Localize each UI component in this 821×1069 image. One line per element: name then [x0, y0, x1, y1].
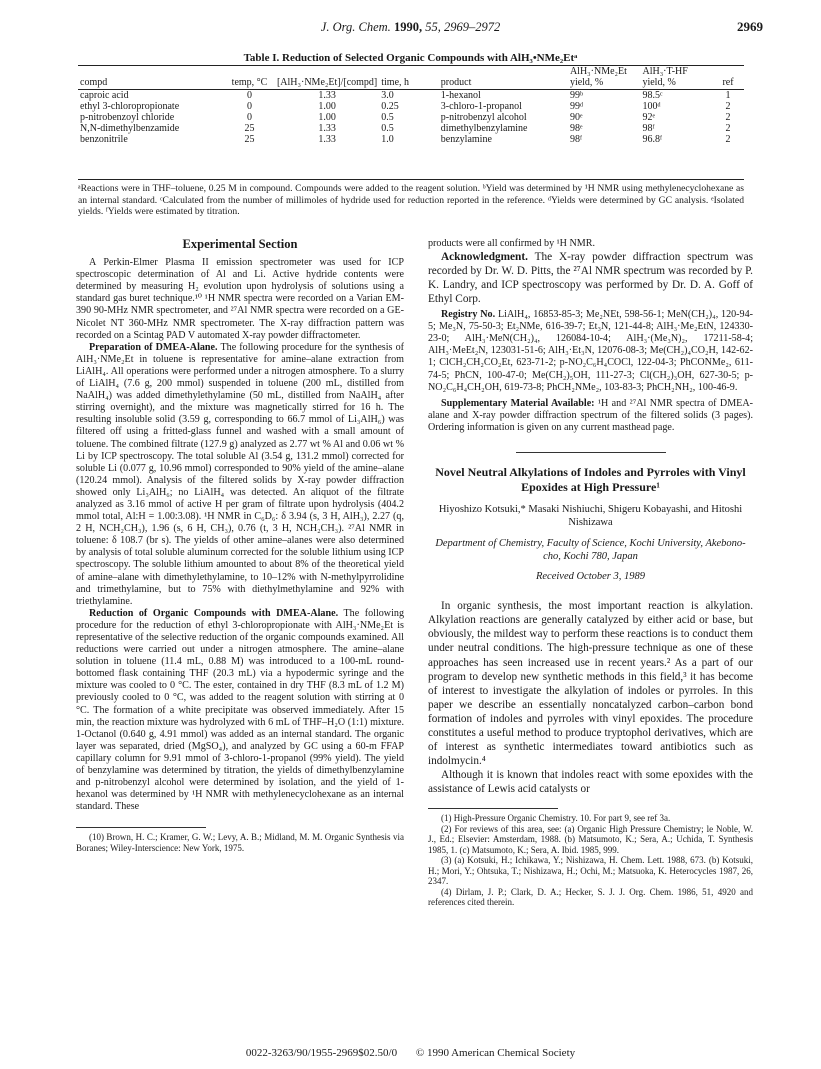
- registry-paragraph: [428, 309, 753, 394]
- cell-yield-nme2et: 98ᵉ: [569, 123, 583, 134]
- cell-yield-thf: 98ᶠ: [642, 123, 655, 134]
- article-received: Received October 3, 1989: [535, 571, 646, 583]
- cell-time: 1.0: [381, 134, 394, 145]
- registry-text: LiAlH₄, 16853-85-3; Me₂NEt, 598-56-1; MeN(CH₂)₄, 120-94-5; Me₃N, 75-50-3; Et₂NMe, 616-39-7; Et₃N, 121-44-8; AlH₃·Me₂EtN, 124330-23-0; AlH₃·MeN(CH₂)₄, 126084-10-4; AlH₃·(Me₃N)₂, 17211-58-4; AlH₃·MeEt₂N, 123031-51-6; AlH₃·Et₃N, 12076-08-3; Me(CH₂)₄CO₂H, 142-62-1; ClCH₂CH₂CO₂Et, 623-71-2; p-NO₂C₆H₄COCl, 122-04-3; PhCONMe₂, 611-74-5; PhCN, 100-47-0; Me(CH₂)₅OH, 111-27-3; Cl(CH₂)₃OH, 627-30-5; p-NO₂C₆H₄CH₂OH, 619-73-8; PhCH₂NMe₂, 103-83-3; PhCH₂NH₂, 100-46-9.: [428, 309, 753, 393]
- cell-compd: ethyl 3-chloropropionate: [80, 101, 180, 112]
- prep-text: The following procedure for the synthesis of AlH₃·NMe₂Et in toluene is representative for amine–alane extraction from LiAlH₄. All operations were performed under a nitrogen atmosphere. To a slurry of LiAlH₄ (7.6 g, 200 mmol) suspended in toluene (200 mL, distilled from NaAlH₄) was added dimethylethylamine (50 mL, distilled from NaAlH₄ after stirring overnight), and the mixture was magnetically stirred for 16 h. The resulting insoluble solid (3.59 g, corresponding to 66.7 mmol of Li₃AlH₆) was filtered off using a fritted-glass funnel and washed with a small amount of toluene. The combined filtrate (127.9 g) analyzed as 2.77 wt % Al and 0.06 wt % Li by ICP spectroscopy. The total soluble Al (3.54 g, 131.2 mmol) corrected for soluble Li (0.077 g, 10.96 mmol) corresponded to 90% yield of the amine–alane (120.24 mmol). Analysis of the filtered solids by X-ray powder diffraction showed only Li₃AlH₆; no LiAlH₄ was detected. An aliquot of the filtrate analyzed as 3.16 mmol of active H per gram of filtrate upon hydrolysis (404.2 mmol total, Al:H = 1.00:3.08). ¹H NMR in C₆D₆: δ 3.94 (s, 3 H, AlH₃), 2.27 (q, 2 H, NCH₂CH₃), 1.96 (s, 6 H, CH₃), 0.76 (t, 3 H, NCH₂CH₃). ²⁷Al NMR in toluene: δ 108.7 (br s). The yields of other amine–alanes were also determined by analysis of total soluble aluminum corrected for the soluble lithium using ICP spectroscopy. The soluble lithium amounted to about 8% of the theoretical yield of amine–alane with dimethylethylamine, to 10–12% with N-methylpyrrolidine and trimethylamine, but to 75% with diethylmethylamine and 92% with triethylamine.: [76, 341, 404, 607]
- cell-product: 1-hexanol: [440, 90, 481, 101]
- left-column: [76, 238, 404, 853]
- cell-product: 3-chloro-1-propanol: [440, 101, 522, 112]
- cell-product: dimethylbenzylamine: [440, 123, 528, 134]
- table-row: [78, 101, 744, 112]
- cell-ratio: 1.33: [318, 134, 336, 145]
- col-yield-thf: AlH₃·T-HF yield, %: [640, 66, 712, 90]
- cell-yield-nme2et: 99ᵈ: [569, 101, 584, 112]
- table-title: Table I. Reduction of Selected Organic Compounds with AlH₃•NMe₂Etᵃ: [243, 52, 578, 64]
- running-header: [0, 20, 821, 35]
- cell-ref: 1: [725, 90, 731, 101]
- continued-text: products were all confirmed by ¹H NMR.: [428, 238, 596, 249]
- cell-yield-thf: 96.8ᶠ: [642, 134, 663, 145]
- cell-compd: caproic acid: [80, 90, 129, 101]
- footer-copyright: © 1990 American Chemical Society: [415, 1047, 576, 1059]
- footnote-rule-left: [76, 827, 206, 828]
- article-separator: [516, 452, 666, 453]
- cell-ref: 2: [725, 112, 731, 123]
- cell-yield-nme2et: 99ᵇ: [569, 90, 584, 101]
- cell-yield-thf: 100ᵈ: [642, 101, 661, 112]
- results-table-wrapper: [78, 66, 744, 145]
- col-ratio: [AlH₃·NMe₂Et]/[compd]: [275, 66, 379, 90]
- cell-ratio: 1.33: [318, 123, 336, 134]
- col-temp: temp, °C: [224, 66, 275, 90]
- cell-temp: 0: [247, 101, 252, 112]
- cell-yield-nme2et: 90ᵉ: [569, 112, 583, 123]
- footer-code: 0022-3263/90/1955-2969$02.50/0: [245, 1047, 398, 1059]
- reduction-heading: Reduction of Organic Compounds with DMEA-Alane.: [89, 607, 339, 619]
- article-affiliation: Department of Chemistry, Faculty of Science, Kochi University, Akebono-cho, Kochi 780, Japan: [435, 538, 746, 563]
- journal-year: 1990,: [393, 20, 423, 34]
- prep-paragraph: [76, 342, 404, 608]
- acknowledgment-paragraph: [428, 250, 753, 306]
- table-row: [78, 123, 744, 134]
- article-body: [428, 599, 753, 796]
- article-title: Novel Neutral Alkylations of Indoles and Pyrroles with Vinyl Epoxides at High Pressure¹: [435, 465, 746, 495]
- page-number: 2969: [737, 19, 763, 34]
- journal-name: J. Org. Chem.: [320, 20, 391, 34]
- col-yield-nme2et: AlH₃·NMe₂Et yield, %: [568, 66, 641, 90]
- cell-ref: 2: [725, 134, 731, 145]
- cell-ratio: 1.00: [318, 101, 336, 112]
- supplementary-text: ¹H and ²⁷Al NMR spectra of DMEA-alane and X-ray powder diffraction spectrum of the filtered solids (3 pages). Ordering information is given on any current masthead page.: [428, 397, 754, 433]
- table-row: [78, 112, 744, 123]
- cell-product: p-nitrobenzyl alcohol: [440, 112, 527, 123]
- journal-volume: 55,: [425, 20, 441, 34]
- article-authors: Hiyoshizo Kotsuki,* Masaki Nishiuchi, Shigeru Kobayashi, and Hitoshi Nishizawa: [438, 504, 743, 529]
- cell-temp: 0: [247, 90, 252, 101]
- prep-heading: Preparation of DMEA-Alane.: [89, 341, 218, 353]
- cell-ref: 2: [725, 101, 731, 112]
- cell-compd: p-nitrobenzoyl chloride: [80, 112, 175, 123]
- journal-pages: 2969–2972: [443, 20, 501, 34]
- registry-heading: Registry No.: [441, 309, 496, 321]
- cell-ref: 2: [725, 123, 731, 134]
- cell-compd: N,N-dimethylbenzamide: [80, 123, 180, 134]
- cell-product: benzylamine: [440, 134, 492, 145]
- acknowledgment-heading: Acknowledgment.: [441, 251, 528, 264]
- footnote-rule-right: [428, 808, 558, 809]
- results-table: [78, 66, 744, 145]
- table-footnotes: ᵃReactions were in THF–toluene, 0.25 M in compound. Compounds were added to the reagent solution. ᵇYield was determined by ¹H NMR using methylenecyclohexane as an internal standard. ᶜCalculated from the number of millimoles of hydride used for reduction reported in the reference. ᵈYields were determined by GC analysis. ᵉIsolated yields. ᶠYields were estimated by titration.: [78, 183, 744, 217]
- table-row: [78, 90, 744, 102]
- col-time: time, h: [379, 66, 439, 90]
- col-product: product: [439, 66, 568, 90]
- footnote-10: (10) Brown, H. C.; Kramer, G. W.; Levy, A. B.; Midland, M. M. Organic Synthesis via Boranes; Wiley-Interscience: New York, 1975.: [76, 832, 404, 853]
- supplementary-paragraph: [428, 398, 753, 434]
- cell-time: 0.5: [381, 112, 394, 123]
- supplementary-heading: Supplementary Material Available:: [441, 397, 595, 409]
- cell-time: 0.25: [381, 101, 399, 112]
- cell-yield-thf: 92ᵉ: [642, 112, 656, 123]
- footnote-4: (4) Dirlam, J. P.; Clark, D. A.; Hecker, S. J. J. Org. Chem. 1986, 51, 4920 and references cited therein.: [428, 886, 753, 908]
- cell-ratio: 1.33: [318, 90, 336, 101]
- right-column: [428, 238, 753, 908]
- cell-yield-thf: 98.5ᶜ: [642, 90, 663, 101]
- footnote-1: (1) High-Pressure Organic Chemistry. 10. For part 9, see ref 3a.: [441, 813, 671, 824]
- reduction-paragraph: [76, 608, 404, 814]
- acknowledgment-text: The X-ray powder diffraction spectrum was recorded by Dr. W. D. Pitts, the ²⁷Al NMR spectrum was recorded by P. K. Landry, and ICP spectroscopy was performed by Dr. D. A. Goff of Ethyl Corp.: [428, 251, 753, 306]
- cell-temp: 25: [244, 134, 255, 145]
- article-paragraph-1: In organic synthesis, the most important reaction is alkylation. Alkylation reactions are generally catalyzed by either acid or base, but obviously, the mildest way to perform these reactions is to conduct them under neutral conditions. The high-pressure technique as one of these approaches has seen increased use in recent years.² As a part of our program to develop new synthetic methods in this field,³ it has become of interest to investigate the alkylation of indoles or pyrroles. In this paper we describe an essentially noncatalyzed carbon–carbon bond formation of indoles and pyrroles with vinyl epoxides. The procedure constitutes a useful method to produce tryptophol derivatives, which are of interest as synthetic intermediates toward antibiotics such as indolmycin.⁴: [428, 600, 753, 768]
- footnote-3: (3) (a) Kotsuki, H.; Ichikawa, Y.; Nishizawa, H. Chem. Lett. 1988, 673. (b) Kotsuki, H.; Mori, Y.; Ohtsuka, T.; Nishizawa, H.; Ochi, M.; Matsuoka, K. Heterocycles 1987, 26, 2347.: [428, 855, 753, 887]
- section-title-experimental: Experimental Section: [182, 237, 298, 251]
- cell-time: 3.0: [381, 90, 394, 101]
- table-header-row: [78, 66, 744, 90]
- page-footer: [0, 1047, 821, 1059]
- col-compd: compd: [78, 66, 224, 90]
- table-row: [78, 134, 744, 145]
- article-paragraph-2: Although it is known that indoles react with some epoxides with the assistance of Lewis acid catalysts or: [428, 769, 753, 796]
- col-ref: ref: [712, 66, 744, 90]
- cell-yield-nme2et: 98ᶠ: [569, 134, 583, 145]
- cell-time: 0.5: [381, 123, 394, 134]
- cell-temp: 0: [247, 112, 252, 123]
- experimental-intro: A Perkin-Elmer Plasma II emission spectrometer was used for ICP spectroscopic determination of Al and Li. Active hydride contents were determined by measuring H₂ evolution upon hydrolysis of solutions using a standard gas buret technique.¹⁰ ¹H NMR spectra were recorded on a Varian EM-390 90-MHz NMR spectrometer, and ²⁷Al NMR spectra were recorded on a GE-Nicolet NT 360-MHz NMR spectrometer. The X-ray diffraction pattern was recorded on a Scintag PAD V automated X-ray powder diffractometer.: [76, 257, 404, 341]
- cell-ratio: 1.00: [318, 112, 336, 123]
- cell-temp: 25: [244, 123, 255, 134]
- cell-compd: benzonitrile: [80, 134, 128, 145]
- table-bottom-rule: [78, 179, 744, 180]
- reduction-text: The following procedure for the reduction of ethyl 3-chloropropionate with AlH₃·NMe₂Et is representative of the selective reduction of the organic compounds examined. All reductions were carried out under a nitrogen atmosphere. The amine–alane solution in toluene (11.4 mL, 0.88 M) was introduced to a 100-mL round-bottomed flask containing THF (20.3 mL) via a hypodermic syringe and the mixture was cooled to 0 °C. The ester, contained in dry THF (8.3 mL of 1.2 M) previously cooled to 0 °C, was added to the reagent solution with stirring at 0 °C. The formation of a white precipitate was observed immediately. After 15 min, the reaction mixture was hydrolyzed with 6 mL of THF–H₂O (1:1) mixture. 1-Octanol (0.640 g, 4.91 mmol) was added as an internal standard. The organic layer was separated, dried (MgSO₄), and analyzed by GC using a 60-m FFAP capillary column for 9.91 mmol of 3-chloro-1-propanol (99% yield). The yield of benzylamine was determined by titration, the yields of dimethylbenzylamine and p-nitrobenzyl alcohol were determined by isolation, and the yield of 1-hexanol was determined by ¹H NMR with methylenecyclohexane as an internal standard. These: [76, 607, 404, 813]
- footnote-2: (2) For reviews of this area, see: (a) Organic High Pressure Chemistry; le Noble, W. J., Ed.; Elsevier: Amsterdam, 1988. (b) Matsumoto, K.; Sera, A.; Uchida, T. Synthesis 1985, 1. (c) Matsumoto, K.; Sera, A. Ibid. 1985, 999.: [428, 823, 753, 855]
